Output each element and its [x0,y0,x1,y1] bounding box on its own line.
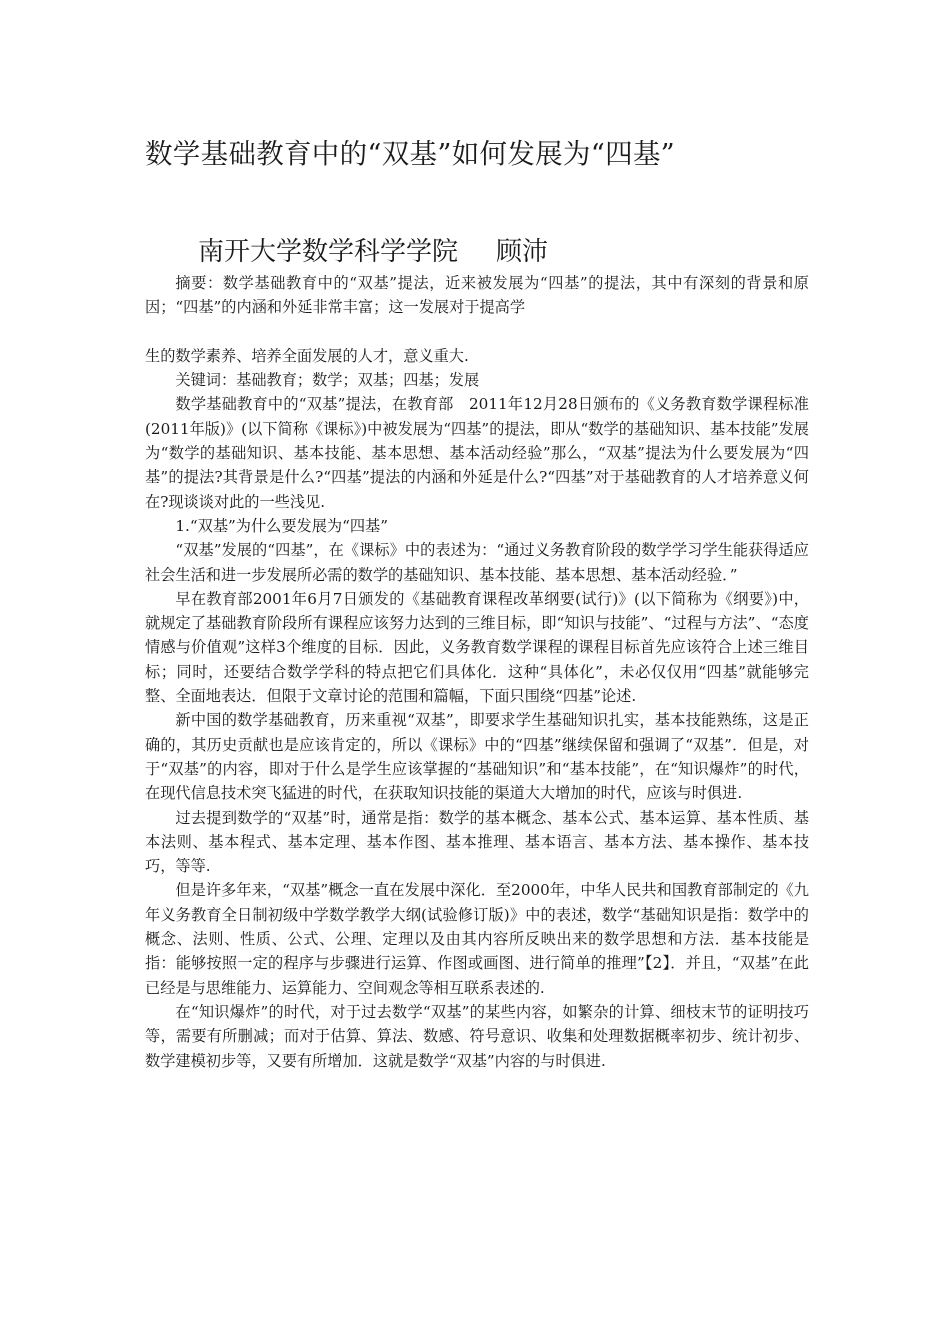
section-heading: 1.“双基”为什么要发展为“四基” [175,516,389,535]
document-body [145,271,809,1073]
abstract-paragraph: 摘要：数学基础教育中的“双基”提法，近来被发展为“四基”的提法，其中有深刻的背景和原因；“四基”的内涵和外延非常丰富；这一发展对于提高学 [145,274,809,317]
body-paragraph: 新中国的数学基础教育，历来重视“双基”，即要求学生基础知识扎实，基本技能熟练，这是正确的，其历史贡献也是应该肯定的，所以《课标》中的“四基”继续保留和强调了“双基”．但是，对于“双基”的内容，即对于什么是学生应该掌握的“基础知识”和“基本技能”，在“知识爆炸”的时代，在现代信息技术突飞猛进的时代，在获取知识技能的渠道大大增加的时代，应该与时俱进. [145,711,809,803]
author-name: 顾沛 [496,237,549,267]
author-line [198,232,548,272]
body-paragraph: 过去提到数学的“双基”时，通常是指：数学的基本概念、基本公式、基本运算、基本性质、基本法则、基本程式、基本定理、基本作图、基本推理、基本语言、基本方法、基本操作、基本技巧，等等. [145,808,809,876]
keywords-paragraph: 关键词：基础教育；数学；双基；四基；发展 [175,371,480,390]
body-paragraph: 早在教育部2001年6月7日颁发的《基础教育课程改革纲要(试行)》(以下简称为《纲要》)中，就规定了基础教育阶段所有课程应该努力达到的三维目标，即“知识与技能”、“过程与方法”、“态度情感与价值观”这样3个维度的目标．因此，义务教育数学课程的课程目标首先应该符合上述三维目标；同时，还要结合数学学科的特点把它们具体化．这种“具体化”，未必仅仅用“四基”就能够完整、全面地表达．但限于文章讨论的范围和篇幅，下面只围绕“四基”论述. [145,589,809,706]
abstract-continuation: 生的数学素养、培养全面发展的人才，意义重大. [145,346,469,365]
body-paragraph: “双基”发展的“四基”，在《课标》中的表述为：“通过义务教育阶段的数学学习学生能获得适应社会生活和进一步发展所必需的数学的基础知识、基本技能、基本思想、基本活动经验．” [145,541,809,584]
author-affiliation: 南开大学数学科学学院 [198,237,459,267]
body-paragraph: 但是许多年来，“双基”概念一直在发展中深化．至2000年，中华人民共和国教育部制定的《九年义务教育全日制初级中学数学教学大纲(试验修订版)》中的表述，数学“基础知识是指：数学中的概念、法则、性质、公式、公理、定理以及由其内容所反映出来的数学思想和方法．基本技能是指：能够按照一定的程序与步骤进行运算、作图或画图、进行简单的推理”【2】．并且，“双基”在此已经是与思维能力、运算能力、空间观念等相互联系表述的. [145,881,809,997]
document-title: 数学基础教育中的“双基”如何发展为“四基” [145,138,676,170]
intro-paragraph: 数学基础教育中的“双基”提法，在教育部 2011年12月28日颁布的《义务教育数学课程标准(2011年版)》(以下简称《课标》)中被发展为“四基”的提法，即从“数学的基础知识、基本技能”发展为“数学的基础知识、基本技能、基本思想、基本活动经验”那么，“双基”提法为什么要发展为“四基”的提法?其背景是什么?“四基”提法的内涵和外延是什么?“四基”对于基础教育的人才培养意义何在?现谈谈对此的一些浅见. [145,395,809,511]
body-paragraph: 在“知识爆炸”的时代，对于过去数学“双基”的某些内容，如繁杂的计算、细枝末节的证明技巧等，需要有所删减；而对于估算、算法、数感、符号意识、收集和处理数据概率初步、统计初步、数学建模初步等，又要有所增加．这就是数学“双基”内容的与时俱进. [145,1002,809,1070]
